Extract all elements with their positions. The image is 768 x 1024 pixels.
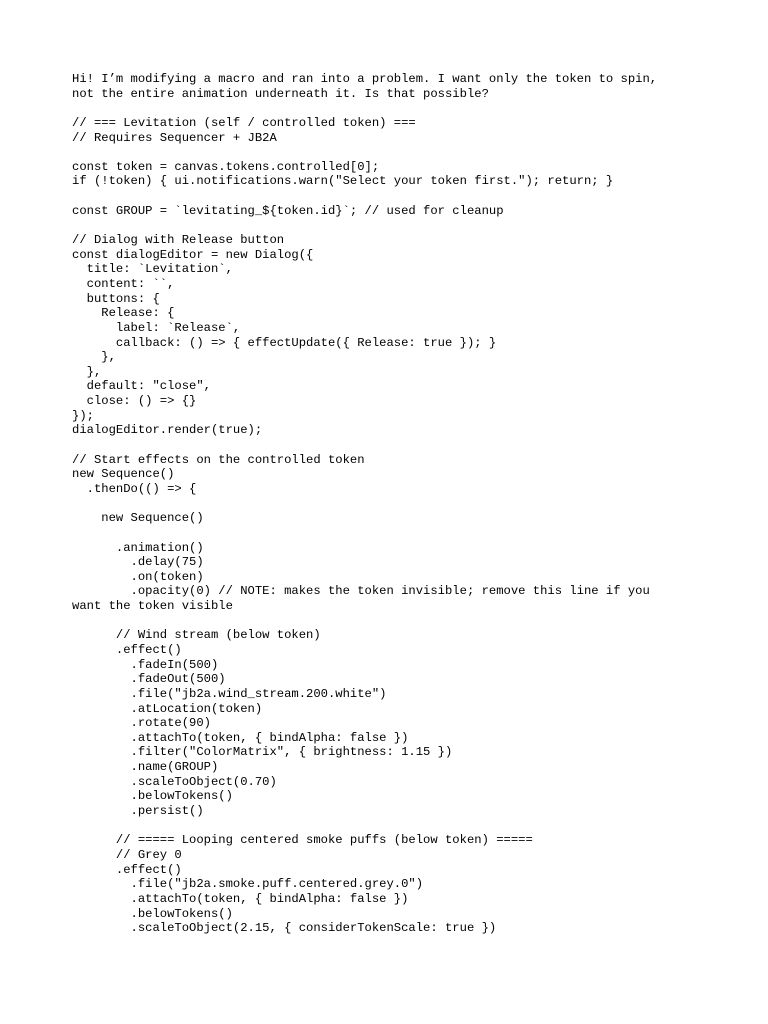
text-line: .animation() bbox=[72, 540, 204, 555]
text-line: }, bbox=[72, 350, 116, 365]
text-line: .atLocation(token) bbox=[72, 701, 263, 716]
text-line: // Dialog with Release button bbox=[72, 233, 285, 248]
text-line: .opacity(0) // NOTE: makes the token invisible; remove this line if you bbox=[72, 584, 650, 599]
text-line: .fadeIn(500) bbox=[72, 657, 219, 672]
text-line: not the entire animation underneath it. Is that possible? bbox=[72, 86, 489, 101]
document-page bbox=[72, 72, 702, 936]
text-line: .rotate(90) bbox=[72, 716, 211, 731]
text-line: .effect() bbox=[72, 642, 182, 657]
text-line: want the token visible bbox=[72, 599, 233, 614]
text-line: .belowTokens() bbox=[72, 789, 233, 804]
blank-line bbox=[72, 218, 702, 233]
text-line: }, bbox=[72, 364, 102, 379]
blank-line bbox=[72, 614, 702, 629]
blank-line bbox=[72, 145, 702, 160]
text-line: .thenDo(() => { bbox=[72, 481, 197, 496]
text-line: default: "close", bbox=[72, 379, 211, 394]
blank-line bbox=[72, 526, 702, 541]
text-line: .on(token) bbox=[72, 569, 204, 584]
text-line: if (!token) { ui.notifications.warn("Select your token first."); return; } bbox=[72, 174, 614, 189]
text-line: .scaleToObject(2.15, { considerTokenScale: true }) bbox=[72, 921, 497, 936]
text-line: new Sequence() bbox=[72, 511, 204, 526]
blank-line bbox=[72, 101, 702, 116]
text-line: .fadeOut(500) bbox=[72, 672, 226, 687]
text-line: .persist() bbox=[72, 804, 204, 819]
text-line: buttons: { bbox=[72, 291, 160, 306]
text-line: Release: { bbox=[72, 306, 175, 321]
blank-line bbox=[72, 438, 702, 453]
text-line: .name(GROUP) bbox=[72, 760, 219, 775]
text-line: dialogEditor.render(true); bbox=[72, 423, 263, 438]
text-line: // === Levitation (self / controlled token) === bbox=[72, 115, 416, 130]
text-line: title: `Levitation`, bbox=[72, 262, 233, 277]
text-line: new Sequence() bbox=[72, 467, 175, 482]
text-line: .file("jb2a.smoke.puff.centered.grey.0") bbox=[72, 877, 424, 892]
text-line: // Grey 0 bbox=[72, 847, 182, 862]
text-line: .attachTo(token, { bindAlpha: false }) bbox=[72, 730, 409, 745]
text-line: // ===== Looping centered smoke puffs (below token) ===== bbox=[72, 833, 533, 848]
blank-line bbox=[72, 189, 702, 204]
text-line: }); bbox=[72, 408, 94, 423]
text-line: .filter("ColorMatrix", { brightness: 1.15 }) bbox=[72, 745, 453, 760]
blank-line bbox=[72, 819, 702, 834]
text-line: // Wind stream (below token) bbox=[72, 628, 321, 643]
text-line: .file("jb2a.wind_stream.200.white") bbox=[72, 686, 387, 701]
text-line: // Requires Sequencer + JB2A bbox=[72, 130, 277, 145]
text-line: .effect() bbox=[72, 862, 182, 877]
text-line: callback: () => { effectUpdate({ Release: true }); } bbox=[72, 335, 497, 350]
blank-line bbox=[72, 497, 702, 512]
text-line: content: ``, bbox=[72, 276, 175, 291]
text-line: const token = canvas.tokens.controlled[0]; bbox=[72, 159, 380, 174]
text-line: .scaleToObject(0.70) bbox=[72, 774, 277, 789]
text-line: .delay(75) bbox=[72, 555, 204, 570]
text-line: .attachTo(token, { bindAlpha: false }) bbox=[72, 891, 409, 906]
text-line: // Start effects on the controlled token bbox=[72, 452, 365, 467]
text-line: const dialogEditor = new Dialog({ bbox=[72, 247, 314, 262]
text-line: label: `Release`, bbox=[72, 320, 241, 335]
text-line: .belowTokens() bbox=[72, 906, 233, 921]
text-line: const GROUP = `levitating_${token.id}`; // used for cleanup bbox=[72, 203, 504, 218]
text-line: Hi! I’m modifying a macro and ran into a problem. I want only the token to spin, bbox=[72, 72, 658, 86]
text-line: close: () => {} bbox=[72, 394, 197, 409]
